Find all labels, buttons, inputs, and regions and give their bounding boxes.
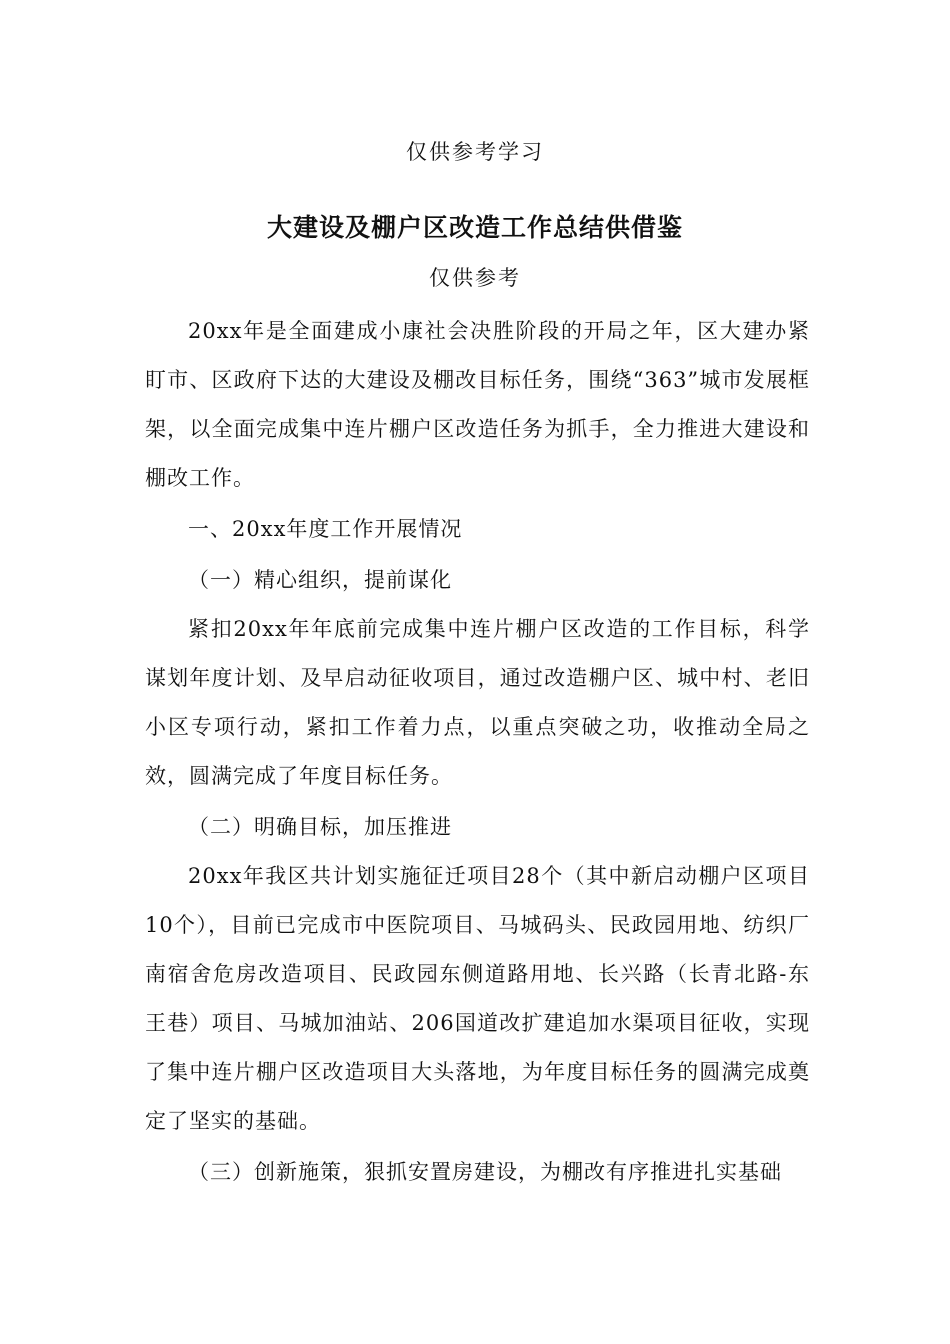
document-subtitle: 仅供参考 xyxy=(429,266,521,290)
paragraph-subsection-2: 20xx年我区共计划实施征迁项目28个（其中新启动棚户区项目10个），目前已完成市中医院项目、马城码头、民政园用地、纺织厂南宿舍危房改造项目、民政园东侧道路用地、长兴路（长青北路-东王巷）项目、马城加油站、206国道改扩建追加水渠项目征收，实现了集中连片棚户区改造项目大头落地，为年度目标任务的圆满完成奠定了坚实的基础。 xyxy=(145,864,810,1133)
document-body xyxy=(145,307,810,1197)
subsection-heading-3: （三）创新施策，狠抓安置房建设，为棚改有序推进扎实基础 xyxy=(188,1160,782,1184)
paragraph-intro: 20xx年是全面建成小康社会决胜阶段的开局之年，区大建办紧盯市、区政府下达的大建设及棚改目标任务，围绕“363”城市发展框架，以全面完成集中连片棚户区改造任务为抓手，全力推进大建设和棚改工作。 xyxy=(145,319,810,490)
paragraph-subsection-1: 紧扣20xx年年底前完成集中连片棚户区改造的工作目标，科学谋划年度计划、及早启动征收项目，通过改造棚户区、城中村、老旧小区专项行动，紧扣工作着力点，以重点突破之功，收推动全局之效，圆满完成了年度目标任务。 xyxy=(145,617,810,788)
subsection-heading-1: （一）精心组织，提前谋化 xyxy=(188,568,452,592)
document-title: 大建设及棚户区改造工作总结供借鉴 xyxy=(266,213,683,242)
subsection-heading-2: （二）明确目标，加压推进 xyxy=(188,815,452,839)
header-note: 仅供参考学习 xyxy=(406,140,544,164)
section-heading-1: 一、20xx年度工作开展情况 xyxy=(188,517,463,541)
